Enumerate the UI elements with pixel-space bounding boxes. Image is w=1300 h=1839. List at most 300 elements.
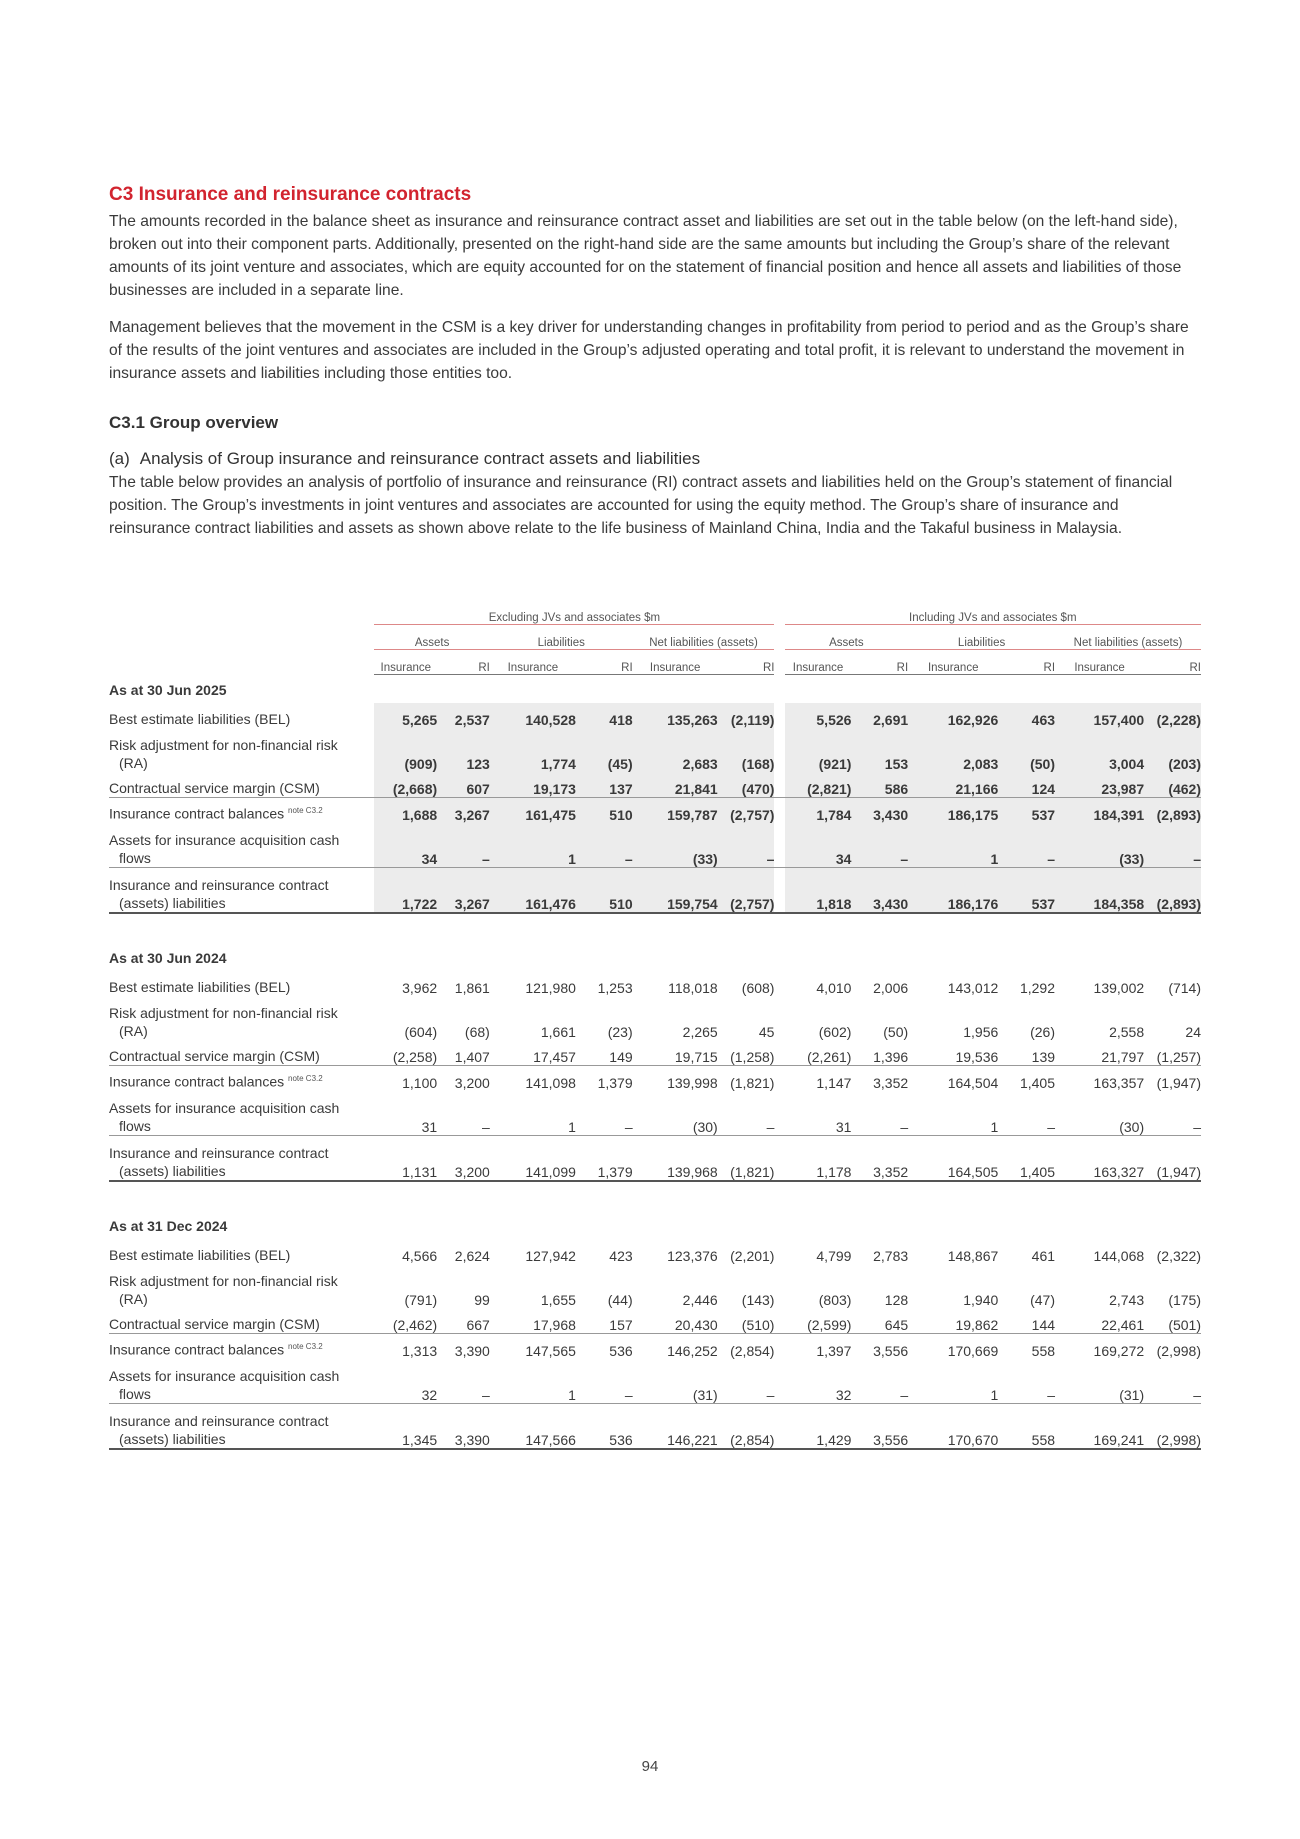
value-cell: 32 [421, 1387, 438, 1403]
value-cell: 1,405 [998, 1136, 1055, 1182]
note-reference: note C3.2 [288, 1342, 323, 1352]
value-cell: (203) [1144, 728, 1201, 772]
header-column-row [109, 650, 1201, 675]
value-cell: 5,526 [785, 703, 852, 728]
column-header-insurance: Insurance [785, 650, 852, 675]
value-cell: 510 [576, 798, 633, 824]
value-cell: 141,099 [490, 1136, 576, 1182]
value-cell: 4,010 [816, 980, 852, 996]
row-label-line [109, 1099, 364, 1117]
row-label-text: Assets for insurance acquisition cash [109, 1368, 340, 1384]
value-cell: 5,265 [374, 703, 437, 728]
row-label-line [109, 1047, 364, 1065]
value-cell: 645 [884, 1317, 909, 1333]
table-row-aiacf [109, 823, 1201, 868]
row-label [109, 772, 364, 798]
value-cell: 510 [576, 868, 633, 914]
sub-header-assets: Assets [374, 625, 489, 650]
value-cell: (47) [1030, 1292, 1056, 1308]
value-cell: 1,345 [374, 1404, 437, 1450]
row-label-line [109, 736, 364, 754]
value-cell: 1,661 [540, 1024, 576, 1040]
value-cell: 127,942 [525, 1248, 576, 1264]
value-cell: 1,722 [374, 868, 437, 914]
spacer-cell [774, 1239, 784, 1264]
column-header-ri: RI [998, 650, 1055, 675]
row-label-line [109, 1117, 364, 1135]
page-body [109, 180, 1199, 554]
row-label [109, 823, 364, 868]
spacer-cell [774, 728, 784, 772]
row-label [109, 1264, 364, 1308]
header-group-row [109, 600, 1201, 625]
row-label-text: Insurance contract balances [109, 806, 285, 822]
value-cell: 118,018 [668, 980, 718, 996]
value-cell: (2,854) [718, 1404, 775, 1450]
spacer-cell [774, 1136, 784, 1182]
row-label-text: Risk adjustment for non-financial risk [109, 1273, 338, 1289]
value-cell: 1,131 [374, 1136, 437, 1182]
column-header-ri: RI [576, 650, 633, 675]
value-cell: 3,556 [851, 1334, 908, 1360]
value-cell: – [718, 823, 775, 868]
spacer-cell [774, 971, 784, 996]
spacer-cell [364, 1239, 374, 1264]
value-cell: 586 [851, 772, 908, 798]
value-cell: 45 [758, 1024, 775, 1040]
value-cell: (2,228) [1144, 703, 1201, 728]
value-cell: 170,670 [908, 1404, 998, 1450]
value-cell: 3,200 [437, 1136, 490, 1182]
value-cell: – [766, 1119, 775, 1135]
row-label-text: Contractual service margin (CSM) [109, 1316, 320, 1332]
value-cell: 1,313 [374, 1334, 437, 1360]
value-cell: (604) [404, 1024, 438, 1040]
value-cell: 123 [437, 728, 490, 772]
value-cell: (2,258) [392, 1049, 438, 1065]
row-label-text: (assets) liabilities [119, 895, 226, 911]
row-label-line [109, 1430, 364, 1448]
spacer-cell [364, 772, 374, 798]
row-label [109, 1066, 364, 1092]
value-cell: 123,376 [667, 1248, 718, 1264]
value-cell: 17,968 [533, 1317, 576, 1333]
value-cell: (2,854) [718, 1334, 775, 1360]
value-cell: (2,757) [718, 798, 775, 824]
column-header-insurance: Insurance [374, 650, 437, 675]
value-cell: 146,221 [633, 1404, 718, 1450]
value-cell: (2,261) [807, 1049, 852, 1065]
row-label [109, 996, 364, 1040]
value-cell: 163,357 [1055, 1066, 1144, 1092]
value-cell: 1 [990, 1119, 999, 1135]
value-cell: 184,391 [1055, 798, 1144, 824]
value-cell: 1,688 [374, 798, 437, 824]
value-cell: (33) [633, 823, 718, 868]
row-label-line [109, 802, 364, 823]
row-label-text: flows [119, 1386, 151, 1402]
value-cell: 1 [990, 1387, 999, 1403]
row-label-text: Contractual service margin (CSM) [109, 780, 320, 796]
spacer-cell [364, 1136, 374, 1182]
value-cell: 161,476 [490, 868, 576, 914]
spacer-cell [774, 1308, 784, 1334]
column-header-ri: RI [718, 650, 775, 675]
row-label-line [109, 1070, 364, 1091]
value-cell: 1 [568, 1119, 576, 1135]
contracts-table [109, 600, 1201, 1450]
value-cell: (2,119) [718, 703, 775, 728]
table-row-icb [109, 1066, 1201, 1092]
section-heading: C3 Insurance and reinsurance contracts [109, 184, 472, 205]
value-cell: 19,173 [490, 772, 576, 798]
value-cell: 1,100 [374, 1066, 437, 1092]
row-label-text: Contractual service margin (CSM) [109, 1048, 320, 1064]
column-header-ri: RI [851, 650, 908, 675]
value-cell: 159,787 [633, 798, 718, 824]
value-cell: 121,980 [525, 980, 576, 996]
value-cell: 1,396 [873, 1049, 909, 1065]
value-cell: (2,201) [730, 1248, 775, 1264]
row-label-line [109, 1144, 364, 1162]
value-cell: – [900, 1119, 909, 1135]
row-label-line [109, 1315, 364, 1333]
value-cell: (50) [883, 1024, 909, 1040]
sub-header-net: Net liabilities (assets) [633, 625, 775, 650]
value-cell: (50) [998, 728, 1055, 772]
table-row-total [109, 868, 1201, 914]
row-label-text: Insurance and reinsurance contract [109, 1145, 329, 1161]
value-cell: 157 [609, 1317, 633, 1333]
value-cell: 34 [785, 823, 852, 868]
value-cell: – [1193, 1387, 1201, 1403]
value-cell: 159,754 [633, 868, 718, 914]
value-cell: 3,267 [437, 798, 490, 824]
value-cell: 423 [609, 1248, 633, 1264]
sub-header-assets: Assets [785, 625, 909, 650]
row-label-text: Risk adjustment for non-financial risk [109, 1005, 338, 1021]
row-label-text: Insurance and reinsurance contract [109, 1413, 329, 1429]
value-cell: (33) [1055, 823, 1144, 868]
value-cell: (26) [1030, 1024, 1056, 1040]
value-cell: 537 [998, 798, 1055, 824]
value-cell: 3,352 [851, 1136, 908, 1182]
section-title-row [109, 913, 1201, 971]
value-cell: 139,998 [633, 1066, 718, 1092]
table-row-csm [109, 772, 1201, 798]
value-cell: 140,528 [490, 703, 576, 728]
group-header-excluding: Excluding JVs and associates $m [374, 600, 774, 625]
row-label-line [109, 876, 364, 894]
spacer-cell [364, 1040, 374, 1066]
row-label-text: Insurance contract balances [109, 1074, 285, 1090]
value-cell: (462) [1144, 772, 1201, 798]
table-row-csm [109, 1040, 1201, 1066]
value-cell: 137 [576, 772, 633, 798]
value-cell: 536 [576, 1334, 633, 1360]
value-cell: (23) [607, 1024, 633, 1040]
row-label-line [109, 894, 364, 912]
row-label [109, 1239, 364, 1264]
value-cell: 3,430 [851, 798, 908, 824]
sub-header-net: Net liabilities (assets) [1055, 625, 1201, 650]
row-label-line [109, 1004, 364, 1022]
row-label [109, 1359, 364, 1404]
row-label-line [109, 710, 364, 728]
value-cell: 1,774 [490, 728, 576, 772]
value-cell: 1,940 [963, 1292, 999, 1308]
row-label [109, 1334, 364, 1360]
row-label-text: flows [119, 1118, 151, 1134]
table-row-ra [109, 728, 1201, 772]
row-label-line [109, 1338, 364, 1359]
spacer-cell [774, 1091, 784, 1136]
spacer-cell [774, 772, 784, 798]
table-row-total [109, 1404, 1201, 1450]
value-cell: (1,821) [718, 1136, 775, 1182]
column-header-insurance: Insurance [633, 650, 718, 675]
value-cell: (2,668) [374, 772, 437, 798]
value-cell: (2,599) [807, 1317, 852, 1333]
value-cell: (2,998) [1144, 1334, 1201, 1360]
value-cell: – [482, 1119, 490, 1135]
value-cell: 463 [998, 703, 1055, 728]
value-cell: 1,178 [785, 1136, 852, 1182]
page-number: 94 [641, 1758, 659, 1775]
column-header-ri: RI [1144, 650, 1201, 675]
table-row-bel [109, 1239, 1201, 1264]
value-cell: (1,947) [1144, 1136, 1201, 1182]
row-label-text: Assets for insurance acquisition cash [109, 1100, 340, 1116]
row-label-text: (RA) [119, 755, 148, 771]
value-cell: 3,390 [437, 1334, 490, 1360]
value-cell: – [1047, 1119, 1056, 1135]
value-cell: (501) [1168, 1317, 1201, 1333]
value-cell: 536 [576, 1404, 633, 1450]
value-cell: 1,253 [597, 980, 633, 996]
value-cell: 4,566 [402, 1248, 438, 1264]
value-cell: (608) [741, 980, 775, 996]
value-cell: 3,267 [437, 868, 490, 914]
value-cell: 2,083 [908, 728, 998, 772]
value-cell: 1,956 [963, 1024, 999, 1040]
value-cell: 2,446 [682, 1292, 718, 1308]
row-label-text: (assets) liabilities [119, 1163, 226, 1179]
value-cell: (2,998) [1144, 1404, 1201, 1450]
header-sub-row [109, 625, 1201, 650]
value-cell: 17,457 [533, 1049, 576, 1065]
row-label [109, 1404, 364, 1450]
row-label-line [109, 831, 364, 849]
spacer-cell [364, 823, 374, 868]
row-label-line [109, 978, 364, 996]
spacer-cell [364, 703, 374, 728]
value-cell: 149 [609, 1049, 633, 1065]
value-cell: 146,252 [633, 1334, 718, 1360]
column-header-ri: RI [437, 650, 490, 675]
row-label-text: Best estimate liabilities (BEL) [109, 979, 291, 995]
table-row-icb [109, 1334, 1201, 1360]
spacer-cell [774, 703, 784, 728]
value-cell: (2,322) [1156, 1248, 1201, 1264]
value-cell: 31 [421, 1119, 438, 1135]
section-a-heading [109, 449, 1199, 469]
group-header-including: Including JVs and associates $m [785, 600, 1201, 625]
value-cell: 186,175 [908, 798, 998, 824]
value-cell: 128 [884, 1292, 909, 1308]
value-cell: (714) [1168, 980, 1201, 996]
value-cell: 2,743 [1109, 1292, 1145, 1308]
value-cell: (470) [718, 772, 775, 798]
value-cell: (30) [692, 1119, 718, 1135]
row-label-line [109, 849, 364, 867]
value-cell: 2,624 [454, 1248, 490, 1264]
row-label [109, 868, 364, 914]
row-label-text: Risk adjustment for non-financial risk [109, 737, 338, 753]
row-label-text: Assets for insurance acquisition cash [109, 832, 340, 848]
value-cell: 418 [576, 703, 633, 728]
row-label-text: (RA) [119, 1291, 148, 1307]
table-row-ra [109, 1264, 1201, 1308]
spacer-cell [364, 996, 374, 1040]
row-label-text: (assets) liabilities [119, 1431, 226, 1447]
value-cell: – [900, 1387, 909, 1403]
value-cell: – [1047, 1387, 1056, 1403]
spacer-cell [364, 868, 374, 914]
value-cell: (44) [607, 1292, 633, 1308]
value-cell: 2,537 [437, 703, 490, 728]
value-cell: 141,098 [490, 1066, 576, 1092]
value-cell: (45) [576, 728, 633, 772]
row-label [109, 1308, 364, 1334]
row-label [109, 1040, 364, 1066]
value-cell: 184,358 [1055, 868, 1144, 914]
value-cell: 1,861 [454, 980, 490, 996]
value-cell: (2,821) [785, 772, 852, 798]
value-cell: 148,867 [947, 1248, 999, 1264]
value-cell: 3,004 [1055, 728, 1144, 772]
value-cell: (175) [1168, 1292, 1201, 1308]
spacer-cell [364, 1404, 374, 1450]
spacer-cell [774, 798, 784, 824]
row-label-line [109, 1162, 364, 1180]
sub-header-liabilities: Liabilities [908, 625, 1055, 650]
value-cell: 21,797 [1101, 1049, 1145, 1065]
spacer-cell [364, 1359, 374, 1404]
value-cell: (2,757) [718, 868, 775, 914]
value-cell: 144,068 [1093, 1248, 1145, 1264]
value-cell: 1,379 [576, 1066, 633, 1092]
row-label-text: (RA) [119, 1023, 148, 1039]
spacer-cell [774, 1264, 784, 1308]
value-cell: 1,818 [785, 868, 852, 914]
value-cell: (68) [464, 1024, 490, 1040]
value-cell: 135,263 [633, 703, 718, 728]
value-cell: 2,006 [873, 980, 909, 996]
spacer-cell [774, 868, 784, 914]
row-label-line [109, 1412, 364, 1430]
table-row-ra [109, 996, 1201, 1040]
row-label-text: Best estimate liabilities (BEL) [109, 1247, 291, 1263]
value-cell: 34 [374, 823, 437, 868]
spacer-cell [364, 1334, 374, 1360]
value-cell: – [998, 823, 1055, 868]
value-cell: 139 [1031, 1049, 1056, 1065]
table-body [109, 675, 1201, 1450]
value-cell: (909) [374, 728, 437, 772]
value-cell: (803) [818, 1292, 852, 1308]
value-cell: 1,397 [785, 1334, 852, 1360]
value-cell: (31) [692, 1387, 718, 1403]
value-cell: 169,272 [1055, 1334, 1144, 1360]
value-cell: 1 [490, 823, 576, 868]
value-cell: 143,012 [947, 980, 999, 996]
subheading: C3.1 Group overview [109, 413, 279, 432]
value-cell: (2,893) [1144, 798, 1201, 824]
value-cell: (602) [818, 1024, 852, 1040]
row-label-line [109, 1246, 364, 1264]
value-cell: (921) [785, 728, 852, 772]
value-cell: 22,461 [1101, 1317, 1145, 1333]
column-header-insurance: Insurance [908, 650, 998, 675]
row-label-line [109, 1385, 364, 1403]
value-cell: 2,558 [1109, 1024, 1145, 1040]
value-cell: – [624, 1119, 633, 1135]
value-cell: 99 [474, 1292, 490, 1308]
section-title: As at 30 Jun 2025 [109, 682, 227, 698]
value-cell: – [766, 1387, 775, 1403]
value-cell: 1,407 [454, 1049, 490, 1065]
value-cell: 186,176 [908, 868, 998, 914]
value-cell: 31 [835, 1119, 852, 1135]
value-cell: 153 [851, 728, 908, 772]
value-cell: 537 [998, 868, 1055, 914]
value-cell: 1,655 [540, 1292, 576, 1308]
value-cell: 2,265 [682, 1024, 718, 1040]
value-cell: 161,475 [490, 798, 576, 824]
value-cell: (30) [1119, 1119, 1145, 1135]
value-cell: 1,292 [1019, 980, 1056, 996]
value-cell: – [851, 823, 908, 868]
spacer-cell [774, 1066, 784, 1092]
value-cell: 1 [568, 1387, 576, 1403]
column-header-insurance: Insurance [490, 650, 576, 675]
spacer-cell [774, 1359, 784, 1404]
spacer-cell [774, 1040, 784, 1066]
value-cell: 1,379 [576, 1136, 633, 1182]
value-cell: 164,505 [908, 1136, 998, 1182]
section-a-label: (a) [109, 449, 130, 468]
table-row-bel [109, 971, 1201, 996]
table-row-icb [109, 798, 1201, 824]
value-cell: – [437, 823, 490, 868]
table-row-csm [109, 1308, 1201, 1334]
row-label [109, 798, 364, 824]
value-cell: 3,556 [851, 1404, 908, 1450]
value-cell: 32 [835, 1387, 852, 1403]
section-title-row [109, 675, 1201, 704]
row-label-line [109, 1272, 364, 1290]
value-cell: 19,536 [955, 1049, 999, 1065]
section-title-row [109, 1181, 1201, 1239]
row-label-line [109, 1367, 364, 1385]
spacer-cell [774, 996, 784, 1040]
section-title: As at 31 Dec 2024 [109, 1218, 228, 1234]
value-cell: 3,390 [437, 1404, 490, 1450]
value-cell: 1,784 [785, 798, 852, 824]
value-cell: (31) [1119, 1387, 1145, 1403]
sub-header-liabilities: Liabilities [490, 625, 633, 650]
